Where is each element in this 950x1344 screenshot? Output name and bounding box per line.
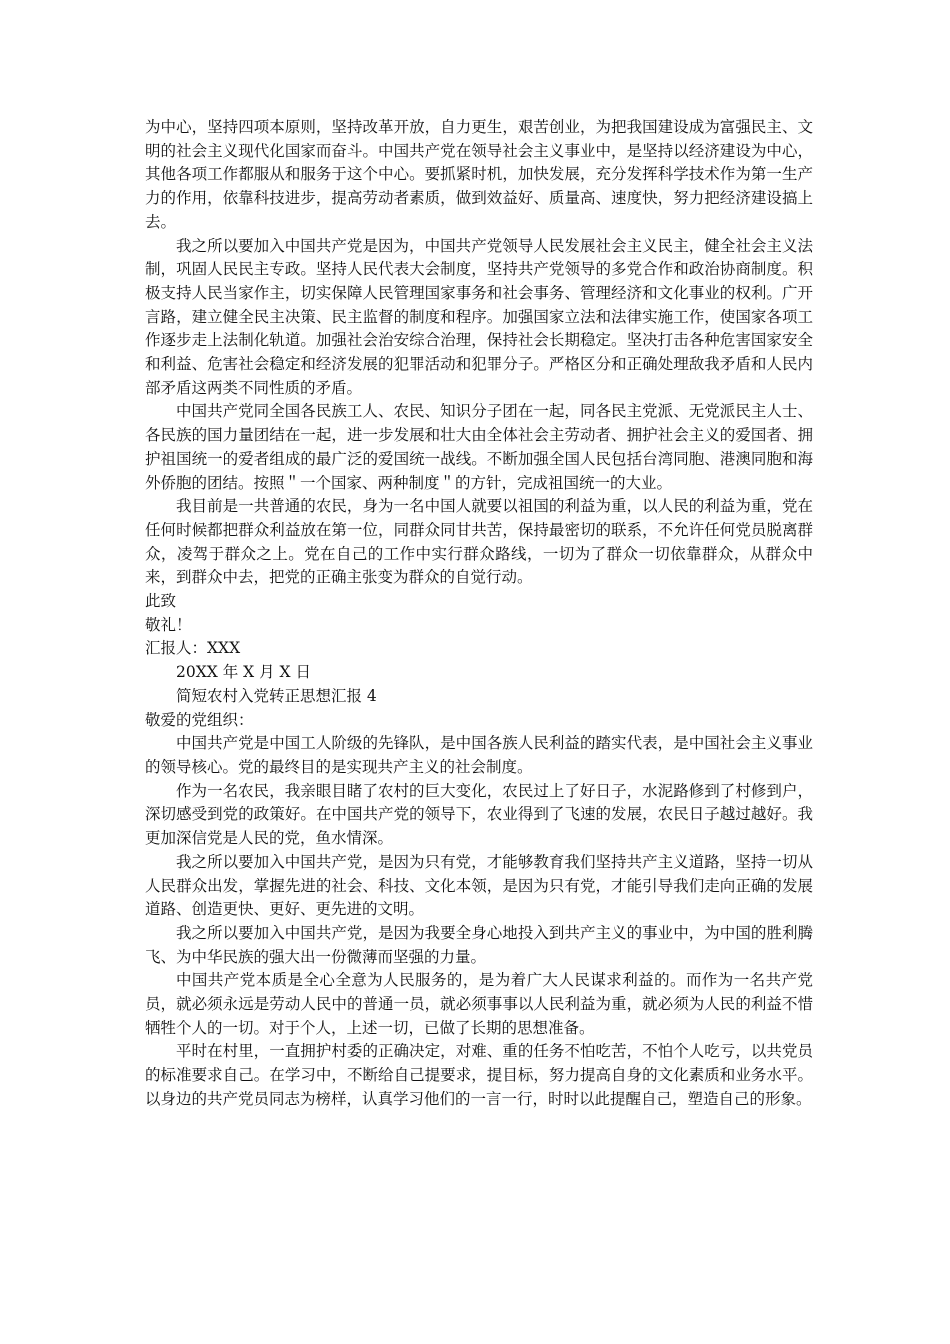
paragraph: 我之所以要加入中国共产党是因为，中国共产党领导人民发展社会主义民主，健全社会主义法制，巩固人民民主专政。坚持人民代表大会制度，坚持共产党领导的多党合作和政治协商制度。积极支持人民当家作主，切实保障人民管理国家事务和社会事务、管理经济和文化事业的权利。广开言路，建立健全民主决策、民主监督的制度和程序。加强国家立法和法律实施工作，使国家各项工作逐步走上法制化轨道。加强社会治安综合治理，保持社会长期稳定。坚决打击各种危害国家安全和利益、危害社会稳定和经济发展的犯罪活动和犯罪分子。严格区分和正确处理敌我矛盾和人民内部矛盾这两类不同性质的矛盾。 [145,236,813,397]
reporter-name: 汇报人：XXX [145,639,241,658]
paragraph: 为中心，坚持四项本原则，坚持改革开放，自力更生，艰苦创业，为把我国建设成为富强民主、文明的社会主义现代化国家而奋斗。中国共产党在领导社会主义事业中，是坚持以经济建设为中心，其他各项工作都服从和服务于这个中心。要抓紧时机，加快发展，充分发挥科学技术作为第一生产力的作用，依靠科技进步，提高劳动者素质，做到效益好、质量高、速度快，努力把经济建设搞上去。 [145,118,813,231]
document-page [145,116,813,1112]
salutation-respect: 敬礼！ [145,615,192,634]
salutation-line: 此致 [145,592,177,611]
body-part2 [145,732,813,1111]
paragraph: 中国共产党本质是全心全意为人民服务的，是为着广大人民谋求利益的。而作为一名共产党员，就必须永远是劳动人民中的普通一员，就必须事事以人民利益为重，就必须为人民的利益不惜牺牲个人的一切。对于个人，上述一切，已做了长期的思想准备。 [145,971,813,1037]
paragraph: 作为一名农民，我亲眼目睹了农村的巨大变化，农民过上了好日子，水泥路修到了村修到户，深切感受到党的政策好。在中国共产党的领导下，农业得到了飞速的发展，农民日子越过越好。我更加深信党是人民的党，鱼水情深。 [145,781,813,848]
greeting: 敬爱的党组织： [145,710,254,729]
paragraph: 中国共产党是中国工人阶级的先锋队，是中国各族人民利益的踏实代表，是中国社会主义事业的领导核心。党的最终目的是实现共产主义的社会制度。 [145,734,813,776]
report-date: 20XX 年 X 月 X 日 [176,663,311,682]
body-part1 [145,116,813,590]
section-title: 简短农村入党转正思想汇报 4 [176,686,377,705]
paragraph: 我之所以要加入中国共产党，是因为只有党，才能够教育我们坚持共产主义道路，坚持一切从人民群众出发，掌握先进的社会、科技、文化本领，是因为只有党，才能引导我们走向正确的发展道路、创造更快、更好、更先进的文明。 [145,852,813,919]
closing-block [145,590,813,732]
paragraph: 我目前是一共普通的农民，身为一名中国人就要以祖国的利益为重，以人民的利益为重，党在任何时候都把群众利益放在第一位，同群众同甘共苦，保持最密切的联系，不允许任何党员脱离群众，凌驾于群众之上。党在自己的工作中实行群众路线，一切为了群众一切依靠群众，从群众中来，到群众中去，把党的正确主张变为群众的自觉行动。 [145,497,813,587]
paragraph: 中国共产党同全国各民族工人、农民、知识分子团在一起，同各民主党派、无党派民主人士、各民族的国力量团结在一起，进一步发展和壮大由全体社会主劳动者、拥护社会主义的爱国者、拥护祖国统一的爱者组成的最广泛的爱国统一战线。不断加强全国人民包括台湾同胞、港澳同胞和海外侨胞的团结。按照＂一个国家、两种制度＂的方针，完成祖国统一的大业。 [145,402,813,492]
paragraph: 我之所以要加入中国共产党，是因为我要全身心地投入到共产主义的事业中，为中国的胜利腾飞、为中华民族的强大出一份微薄而坚强的力量。 [145,923,813,966]
paragraph: 平时在村里，一直拥护村委的正确决定，对难、重的任务不怕吃苦，不怕个人吃亏，以共党员的标准要求自己。在学习中，不断给自己提要求，提目标，努力提高自身的文化素质和业务水平。以身边的共产党员同志为榜样，认真学习他们的一言一行，时时以此提醒自己，塑造自己的形象。 [145,1042,813,1108]
